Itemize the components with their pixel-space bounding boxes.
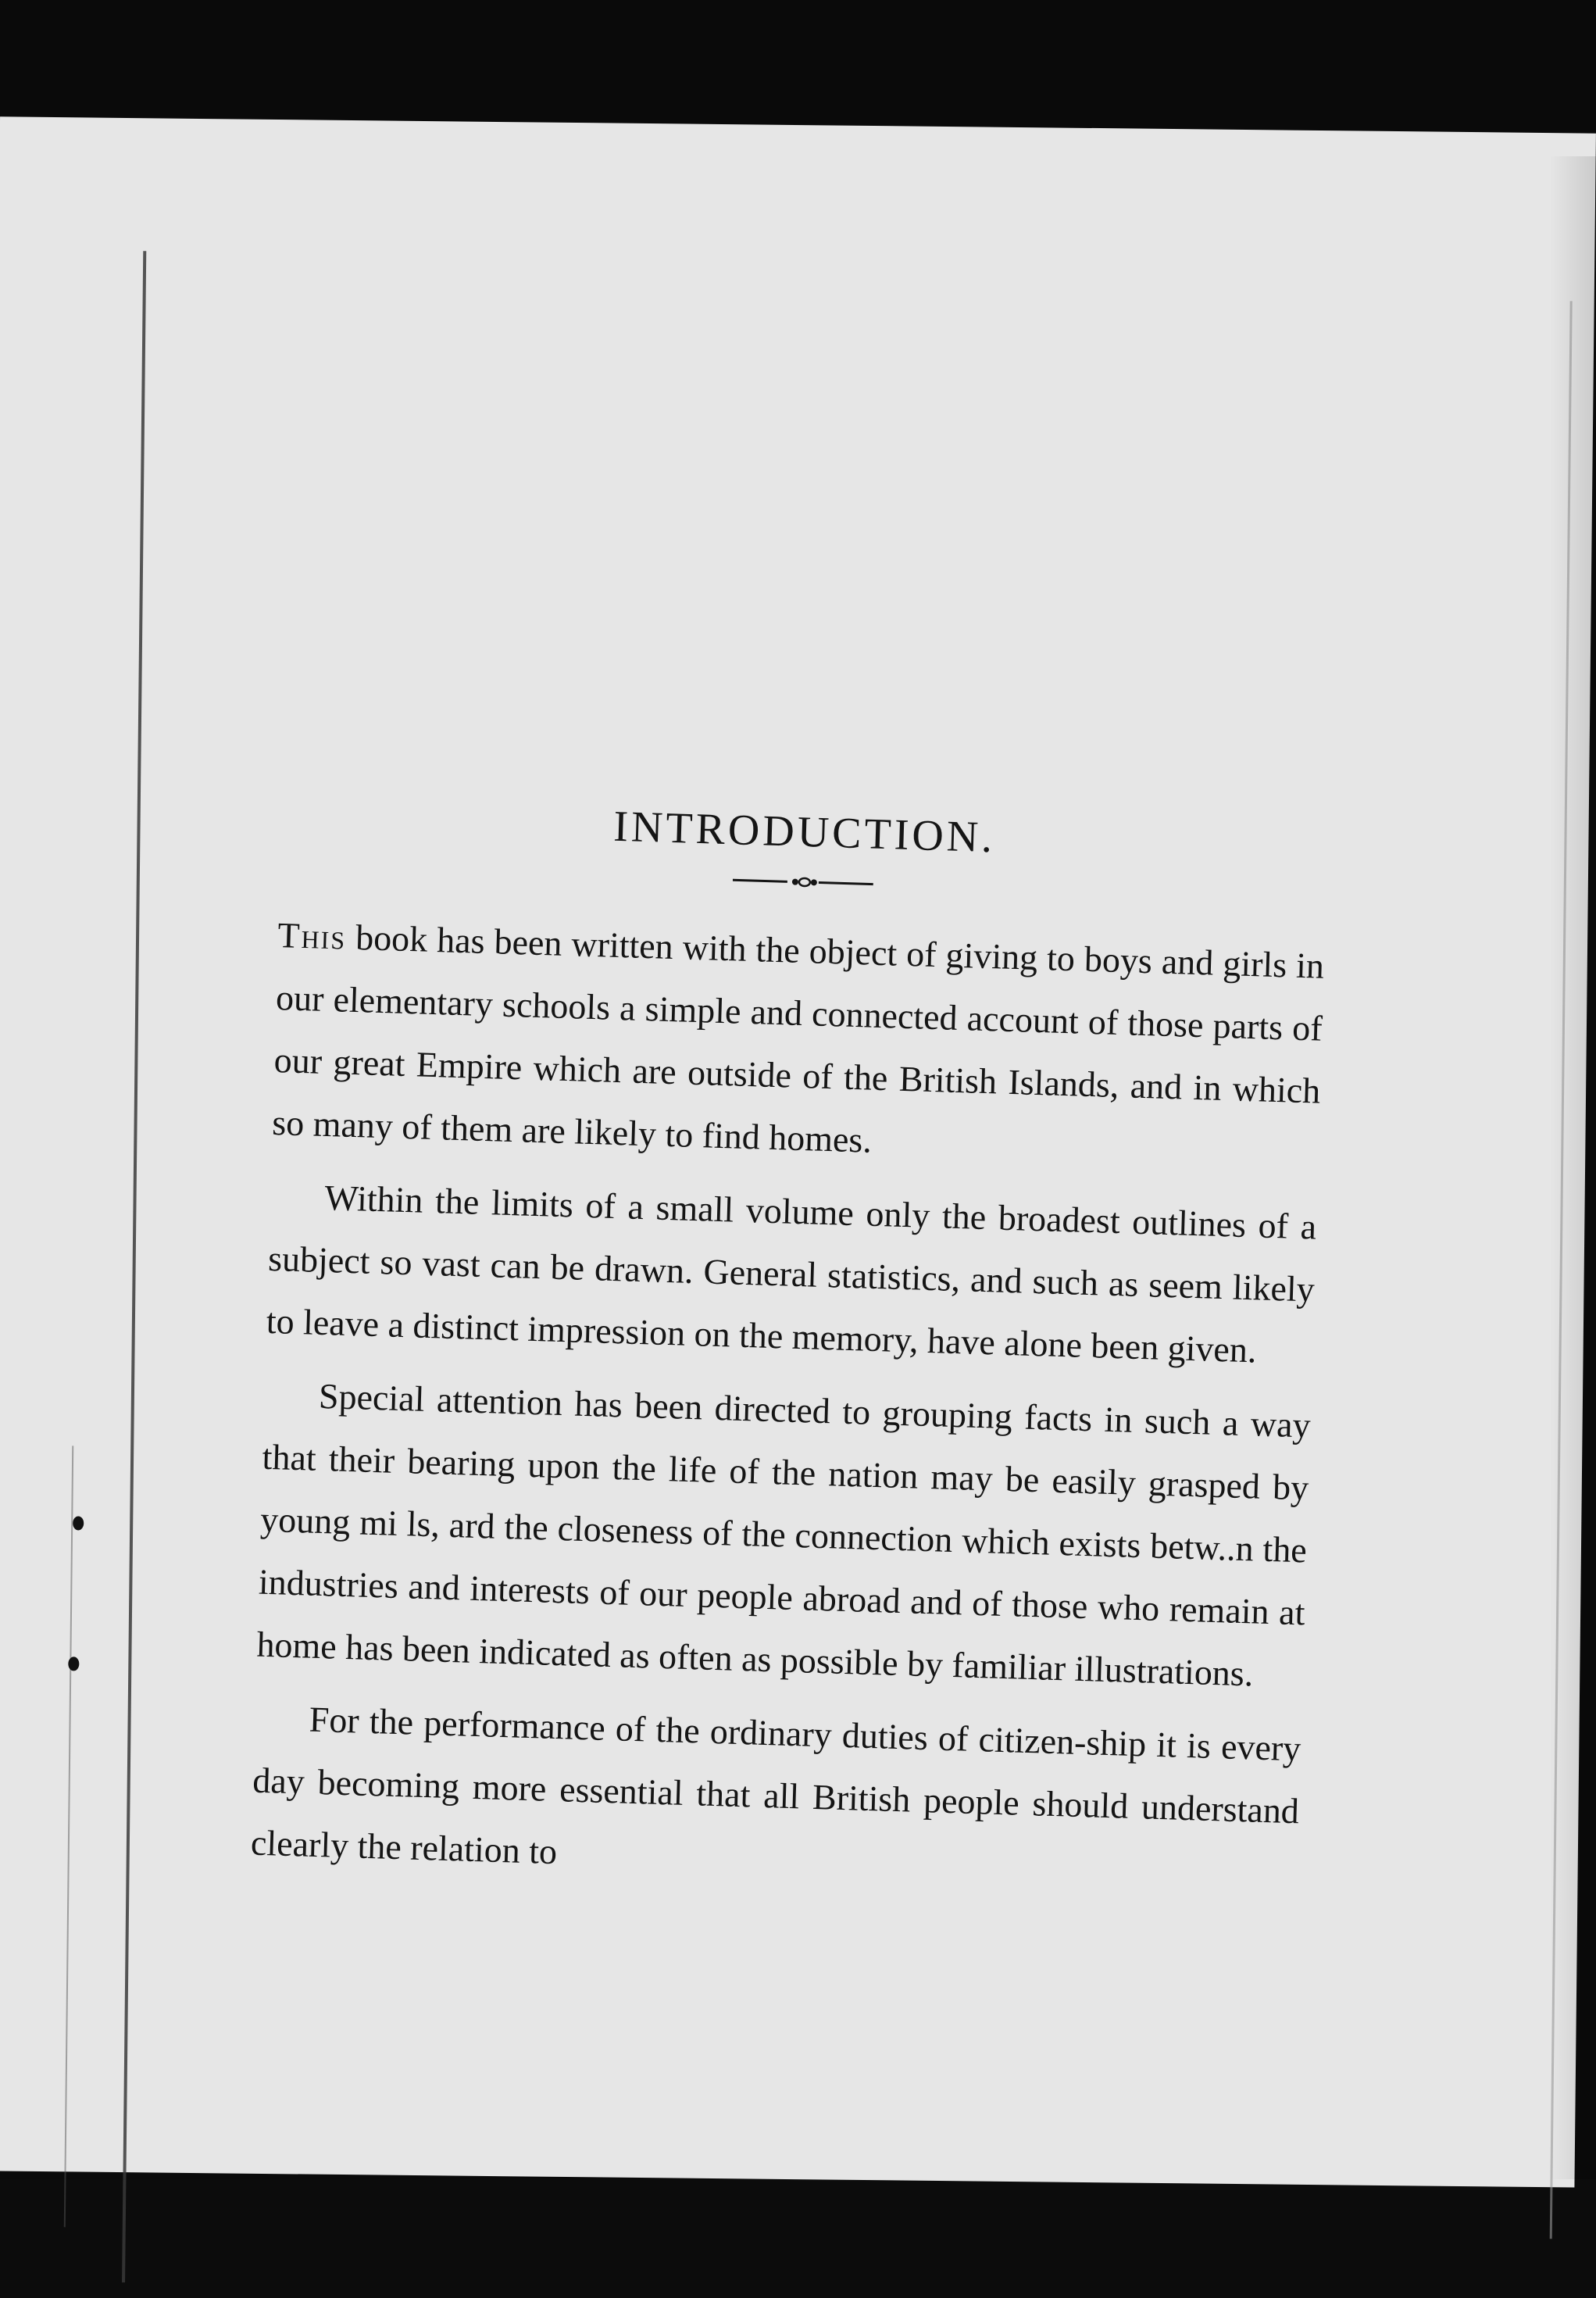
paragraph-1-text: book has been written with the object of giving to boys and girls in our elementary schools a simple and connected account of those parts of our great Empire which are outside of the British Islands, and in which so many of them are likely to find homes. bbox=[271, 917, 1325, 1160]
margin-speck bbox=[73, 1516, 84, 1530]
paragraph-lead-word: This bbox=[277, 915, 347, 957]
margin-speck bbox=[68, 1656, 79, 1671]
paragraph-3: Special attention has been directed to grouping facts in such a way that their bearing upon the life of the nation may be easily grasped by young mi ls, ard the closeness of the connection which exists betw..n the industries and interests of our people abroad and of those who remain at home has been indicated as often as possible by familiar illustrations. bbox=[255, 1375, 1312, 1694]
binding-gutter-line bbox=[122, 251, 146, 2282]
page-text-block bbox=[249, 792, 1328, 1916]
page-title: INTRODUCTION. bbox=[612, 802, 997, 863]
page-edge-shadow bbox=[1549, 156, 1596, 2179]
book-page bbox=[0, 116, 1596, 2187]
paragraph-1 bbox=[271, 904, 1325, 1185]
binding-edge-line bbox=[64, 1446, 73, 2227]
paragraph-2: Within the limits of a small volume only the broadest outlines of a subject so vast can be drawn. General statistics, and such as seem likely to leave a distinct impression on the memory, have alone been given. bbox=[266, 1177, 1317, 1371]
paragraph-4: For the performance of the ordinary duties of citizen-ship it is every day becoming more essential that all British people should understand clearly the relation to bbox=[250, 1699, 1302, 1872]
